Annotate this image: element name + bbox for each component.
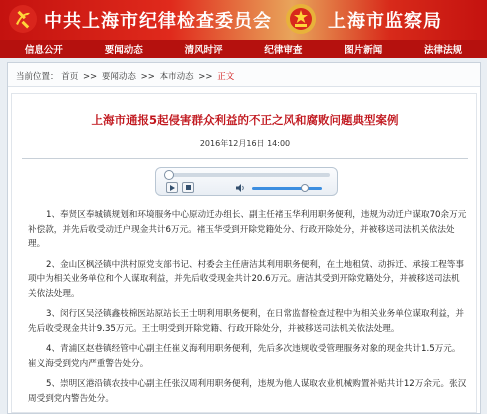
breadcrumb-prefix: 当前位置： (16, 72, 59, 82)
nav-item-news[interactable]: 要闻动态 (104, 45, 143, 56)
breadcrumb-separator: >> (82, 72, 98, 82)
nav-item-photos[interactable]: 图片新闻 (344, 45, 383, 56)
header-title-left: 中共上海市纪律检查委员会 (44, 11, 272, 32)
nav-item-info[interactable]: 信息公开 (24, 45, 63, 56)
party-emblem-icon (8, 4, 38, 34)
article-container (11, 93, 477, 413)
nav-item-review[interactable]: 纪律审查 (264, 45, 303, 56)
case-paragraph-1: 1、奉贤区奉城镇规划和环境服务中心原动迁办组长、副主任褚玉华利用职务便利，违规为动迁户谋取70余万元补偿款，并先后收受动迁户现金共计6万元。褚玉华受到开除党籍处分、行政开除处分，并被移送司法机关依法处理。 (28, 210, 467, 249)
breadcrumb-separator: >> (140, 72, 155, 82)
main-nav (0, 40, 487, 58)
title-divider (22, 158, 468, 159)
nav-item-commentary[interactable]: 清风时评 (184, 45, 223, 56)
article-body (28, 208, 468, 412)
breadcrumb-local-news[interactable]: 本市动态 (159, 72, 194, 82)
audio-progress-thumb[interactable] (164, 170, 174, 180)
national-emblem-icon (285, 3, 317, 35)
article-title: 上海市通报5起侵害群众利益的不正之风和腐败问题典型案例 (91, 113, 399, 127)
article-date: 2016年12月16日 14:00 (199, 139, 291, 148)
case-paragraph-2: 2、金山区枫泾镇中洪村原党支部书记、村委会主任唐洁其利用职务便利，在土地租赁、动拆迁、承接工程等事项中为相关业务单位和个人谋取利益，并先后收受现金共计20.6万元。唐洁其受到开除党籍处分，并被移送司法机关依法处理。 (28, 259, 464, 299)
nav-item-laws[interactable]: 法律法规 (424, 45, 463, 56)
volume-slider-thumb[interactable] (301, 184, 309, 192)
volume-slider-track[interactable] (252, 187, 322, 190)
audio-progress-track[interactable] (170, 173, 330, 177)
breadcrumb-current: 正文 (217, 72, 235, 82)
header-title-right: 上海市监察局 (328, 11, 442, 32)
main-panel (7, 62, 481, 414)
case-paragraph-5: 5、崇明区港沿镇农技中心副主任张汉周利用职务便利，违规为他人谋取农业机械购置补贴共计12万余元。张汉周受到党内警告处分。 (28, 379, 467, 404)
case-paragraph-3: 3、闵行区吴泾镇鑫枝棉医站原站长王士明利用职务便利，在日常监督检查过程中为相关业务单位谋取利益，并先后收受现金共计9.35万元。王士明受到开除党籍、行政开除处分，并被移送司法机关依法处理。 (28, 309, 464, 334)
header-banner (0, 0, 487, 40)
play-icon[interactable] (166, 182, 178, 193)
breadcrumb (8, 63, 480, 87)
breadcrumb-separator: >> (198, 72, 213, 82)
volume-icon[interactable] (236, 184, 246, 192)
breadcrumb-home[interactable]: 首页 (61, 72, 79, 82)
stop-icon[interactable] (182, 182, 194, 193)
breadcrumb-news[interactable]: 要闻动态 (101, 72, 136, 82)
audio-player (155, 167, 338, 196)
case-paragraph-4: 4、青浦区赵巷镇经管中心副主任崔义海利用职务便利，先后多次违规收受管理服务对象的现金共计1.5万元。崔义海受到党内严重警告处分。 (28, 344, 461, 369)
